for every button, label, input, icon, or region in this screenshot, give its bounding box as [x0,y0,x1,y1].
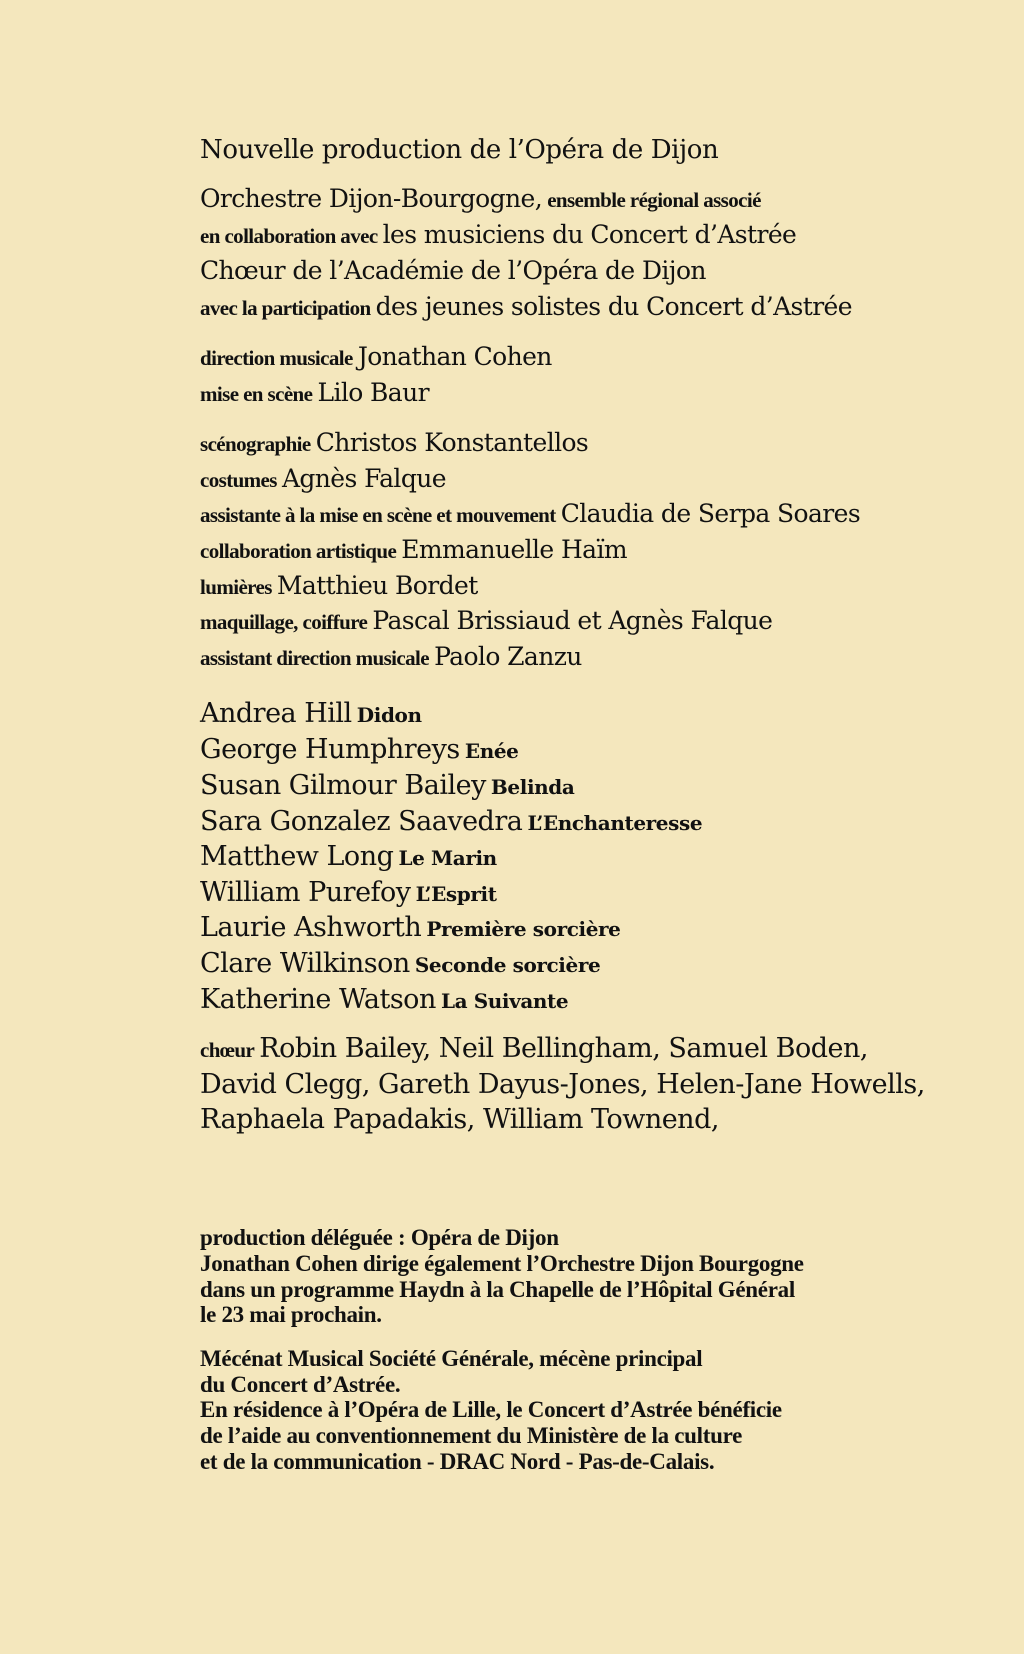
character-name: Le Marin [398,846,497,870]
cast-line [200,986,568,1013]
cast-line [200,772,574,799]
choir-members: Raphaela Papadakis, William Townend, [200,1104,719,1135]
ensemble-line [200,186,761,211]
cast-line [200,879,497,906]
credit-name: Paolo Zanzu [434,642,582,671]
ensemble-line [200,258,706,283]
credit-line [200,608,772,633]
choir-members: Robin Bailey, Neil Bellingham, Samuel Boden, [259,1033,868,1064]
credit-role: collaboration artistique [200,539,397,563]
singer-name: Sara Gonzalez Saavedra [200,806,523,837]
cast-line [200,808,702,835]
credit-name: Jonathan Cohen [357,342,552,371]
credit-name: Emmanuelle Haïm [401,535,627,564]
ensemble-prefix: en collaboration avec [200,224,378,248]
credit-line [200,466,446,491]
footer-line: Jonathan Cohen dirige également l’Orchestre Dijon Bourgogne [200,1251,804,1276]
credit-line [200,537,627,562]
singer-name: Andrea Hill [200,698,352,729]
character-name: Belinda [490,775,575,799]
ensemble-name: Chœur de l’Académie de l’Opéra de Dijon [200,256,706,285]
footer-line: le 23 mai prochain. [200,1302,382,1327]
singer-name: Laurie Ashworth [200,912,422,943]
credit-name: Agnès Falque [281,464,446,493]
credit-line [200,380,429,405]
singer-name: Susan Gilmour Bailey [200,770,486,801]
credit-role: lumières [200,575,272,599]
credit-role: assistant direction musicale [200,646,429,670]
character-name: Première sorcière [426,917,621,941]
singer-name: Clare Wilkinson [200,948,410,979]
footer-line: du Concert d’Astrée. [200,1372,401,1397]
choir-label: chœur [200,1038,255,1062]
credit-role: maquillage, coiffure [200,610,368,634]
choir-members: David Clegg, Gareth Dayus-Jones, Helen-Jane Howells, [200,1069,925,1100]
ensemble-prefix: avec la participation [200,296,371,320]
credit-name: Claudia de Serpa Soares [560,499,861,528]
credit-name: Matthieu Bordet [276,571,478,600]
credit-role: mise en scène [200,382,313,406]
cast-line [200,843,497,870]
credit-line [200,430,588,455]
ensemble-line [200,222,796,247]
character-name: Seconde sorcière [414,953,601,977]
footer-line: En résidence à l’Opéra de Lille, le Concert d’Astrée bénéficie [200,1397,782,1422]
credit-line [200,573,478,598]
ensemble-note: ensemble régional associé [547,188,761,212]
singer-name: William Purefoy [200,877,411,908]
credit-line [200,344,552,369]
footer-line: de l’aide au conventionnement du Ministère de la culture [200,1423,743,1448]
cast-line [200,950,600,977]
cast-line [200,914,620,941]
production-title: Nouvelle production de l’Opéra de Dijon [200,135,719,165]
ensemble-name: les musiciens du Concert d’Astrée [382,220,797,249]
credit-role: assistante à la mise en scène et mouvement [200,503,556,527]
singer-name: George Humphreys [200,734,460,765]
character-name: Didon [356,703,422,727]
credit-line [200,644,582,669]
footer-line: dans un programme Haydn à la Chapelle de l’Hôpital Général [200,1277,795,1302]
credit-name: Christos Konstantellos [315,428,589,457]
credit-line [200,501,860,526]
credit-role: direction musicale [200,346,353,370]
credit-role: scénographie [200,432,311,456]
character-name: La Suivante [440,989,569,1013]
cast-line [200,700,422,727]
character-name: Enée [464,739,519,763]
choir-line [200,1106,719,1133]
ensemble-line [200,294,852,319]
footer-line: production déléguée : Opéra de Dijon [200,1225,559,1250]
credit-name: Lilo Baur [317,378,429,407]
singer-name: Matthew Long [200,841,394,872]
footer-line: Mécénat Musical Société Générale, mécène principal [200,1346,703,1371]
ensemble-name: Orchestre Dijon-Bourgogne, [200,184,543,213]
choir-line [200,1071,925,1098]
character-name: L’Enchanteresse [527,811,703,835]
credit-role: costumes [200,468,277,492]
ensemble-name: des jeunes solistes du Concert d’Astrée [375,292,852,321]
cast-line [200,736,519,763]
footer-line: et de la communication - DRAC Nord - Pas-de-Calais. [200,1449,715,1474]
credit-name: Pascal Brissiaud et Agnès Falque [372,606,773,635]
choir-line [200,1035,868,1062]
singer-name: Katherine Watson [200,984,436,1015]
character-name: L’Esprit [415,882,497,906]
